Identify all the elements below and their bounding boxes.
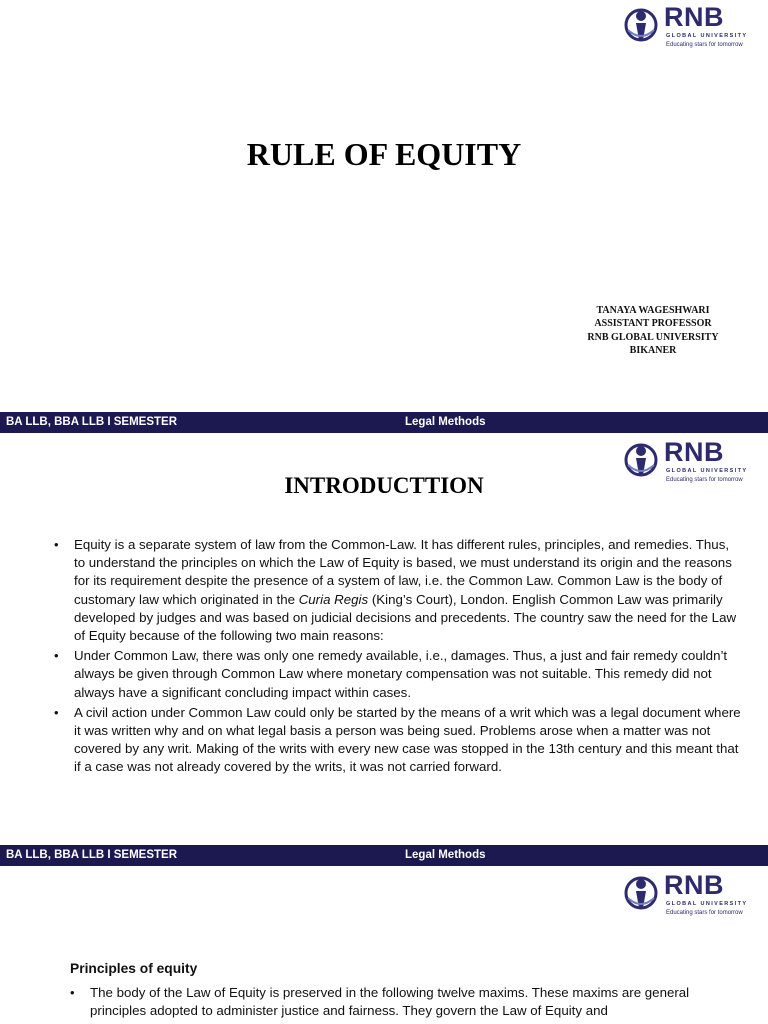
slide-principles [0, 866, 768, 1024]
bullet-text-italic: Curia Regis [298, 591, 369, 607]
logo-wordmark: RNB [664, 870, 724, 900]
author-position: ASSISTANT PROFESSOR [594, 318, 712, 330]
footer-course: BA LLB, BBA LLB I SEMESTER [6, 416, 178, 428]
logo-tagline: Educating stars for tomorrow [666, 910, 743, 916]
author-university: RNB GLOBAL UNIVERSITY [587, 331, 719, 343]
rnb-logo [624, 870, 749, 918]
page-title: RULE OF EQUITY [246, 136, 522, 172]
rnb-emblem-icon [624, 6, 658, 44]
footer-subject: Legal Methods [405, 416, 486, 428]
list-item: • A civil action under Common Law could only be started by the means of a writ which was a legal document where it was written why and on what legal basis a person was being sued. Problems arose when a matter was not covered by any writ. Making of the writs with every new case was stopped in the 13th century and this meant that if a case was not already covered by the writs, it was not carried forward. [52, 704, 742, 777]
logo-subtitle: GLOBAL UNIVERSITY [666, 468, 748, 474]
bullet-list [52, 536, 742, 779]
author-block [553, 304, 753, 357]
section-title: INTRODUCTTION [284, 473, 484, 498]
bullet-list [68, 984, 740, 1022]
logo-subtitle: GLOBAL UNIVERSITY [666, 901, 748, 907]
list-item: • The body of the Law of Equity is preserved in the following twelve maxims. These maxims are general principles adopted to administer justice and fairness. They govern the Law of Equity and [68, 984, 740, 1020]
slide-footer [0, 412, 768, 433]
logo-wordmark: RNB [664, 437, 724, 467]
rnb-logo [624, 2, 749, 50]
rnb-emblem-icon [624, 874, 658, 912]
list-item: • Under Common Law, there was only one remedy available, i.e., damages. Thus, a just and fair remedy couldn’t always be given through Common Law where monetary compensation was not suitable. This remedy did not always have a significant concluding impact within cases. [52, 647, 742, 702]
footer-course: BA LLB, BBA LLB I SEMESTER [6, 849, 178, 861]
logo-wordmark: RNB [664, 2, 724, 32]
author-name: TANAYA WAGESHWARI [596, 305, 710, 316]
slide-title [0, 0, 768, 412]
bullet-text-start: Equity is a separate system of law from the Common-Law. It has different rules, principles, and remedies. Thus, to understand the principles on which the Law of Equity is based, we must understand its origin and the reasons for its requirement despite the presence of a system of law, i.e. the Common Law. Common Law is the body of customary law which originated in the [74, 537, 732, 607]
principles-heading: Principles of equity [70, 961, 198, 976]
author-city: BIKANER [629, 344, 677, 356]
slide-footer [0, 845, 768, 866]
footer-subject: Legal Methods [405, 849, 486, 861]
list-item [52, 536, 742, 645]
logo-subtitle: GLOBAL UNIVERSITY [666, 33, 748, 39]
bullet-text-end: (King’s Court), London. English Common Law was primarily developed by judges and was based on judicial decisions and precedents. The country saw the need for the Law of Equity because of the following two main reasons: [74, 591, 737, 644]
slide-introduction [0, 433, 768, 846]
logo-tagline: Educating stars for tomorrow [666, 477, 743, 483]
logo-tagline: Educating stars for tomorrow [666, 42, 743, 48]
